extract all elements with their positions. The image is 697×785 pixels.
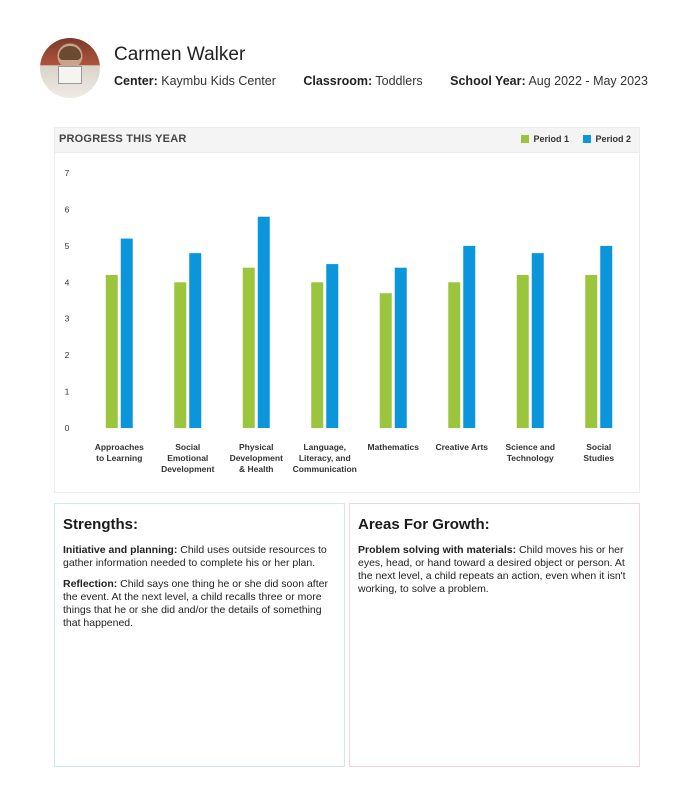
strengths-body	[63, 544, 335, 638]
x-tick-label: Studies	[583, 453, 615, 463]
bar-period-1	[243, 268, 255, 428]
x-tick-label: to Learning	[96, 453, 143, 463]
x-tick-label: Development	[161, 464, 215, 474]
x-tick-label: Development	[229, 453, 283, 463]
bar-period-1	[517, 275, 529, 428]
bar-period-2	[395, 268, 407, 428]
bar-period-1	[585, 275, 597, 428]
growth-title: Areas For Growth:	[358, 516, 490, 533]
avatar-hair	[59, 46, 81, 60]
x-tick-label: Language,	[303, 442, 347, 452]
bar-period-1	[448, 282, 460, 428]
bar-period-2	[258, 217, 270, 428]
student-name: Carmen Walker	[114, 44, 246, 65]
bar-period-2	[463, 246, 475, 428]
x-tick-label: Technology	[506, 453, 554, 463]
strength-text: Child says one thing he or she did soon after the event. At the next level, a child recalls three or more things that he or she did and/or the details of something that happened.	[63, 578, 328, 629]
center-info	[114, 74, 276, 88]
legend-label-period-2: Period 2	[595, 134, 631, 144]
y-tick-label: 1	[64, 386, 70, 397]
growth-text: Child moves his or her eyes, head, or hand toward a desired object or person. At the next level, a child repeats an action, even when it isn't working, to solve a problem.	[358, 544, 626, 595]
chart-header	[55, 128, 639, 153]
bar-period-1	[106, 275, 118, 428]
strength-item	[63, 578, 335, 630]
center-label: Center:	[114, 74, 158, 88]
progress-chart	[55, 128, 639, 492]
growth-body	[358, 544, 630, 604]
legend-swatch-period-2	[583, 135, 591, 143]
center-value: Kaymbu Kids Center	[161, 74, 276, 88]
bar-period-1	[174, 282, 186, 428]
student-header	[40, 38, 660, 100]
y-tick-label: 4	[64, 277, 70, 288]
school-year-value: Aug 2022 - May 2023	[528, 74, 648, 88]
y-tick-label: 0	[64, 423, 70, 433]
strength-item	[63, 544, 335, 570]
strength-label: Reflection:	[63, 578, 118, 590]
school-year-info	[450, 74, 648, 88]
x-tick-label: Mathematics	[367, 442, 419, 452]
bar-period-1	[311, 282, 323, 428]
growth-label: Problem solving with materials:	[358, 544, 517, 556]
bar-period-1	[380, 293, 392, 428]
y-tick-label: 7	[64, 168, 70, 178]
x-tick-label: Emotional	[167, 453, 209, 463]
x-tick-label: & Health	[239, 464, 274, 474]
classroom-info	[303, 74, 422, 88]
bar-period-2	[532, 253, 544, 428]
school-year-label: School Year:	[450, 74, 526, 88]
bar-period-2	[121, 239, 133, 428]
student-avatar	[40, 38, 100, 98]
strengths-title: Strengths:	[63, 516, 138, 533]
legend-label-period-1: Period 1	[533, 134, 569, 144]
legend-swatch-period-1	[521, 135, 529, 143]
bar-period-2	[189, 253, 201, 428]
y-tick-label: 5	[64, 240, 70, 251]
progress-chart-card	[54, 127, 640, 493]
growth-item	[358, 544, 630, 596]
student-meta	[114, 74, 672, 88]
bar-period-2	[600, 246, 612, 428]
strengths-panel	[54, 503, 345, 767]
y-tick-label: 2	[64, 350, 70, 361]
chart-legend	[509, 134, 631, 144]
x-tick-label: Physical	[239, 442, 274, 452]
y-tick-label: 3	[64, 313, 70, 324]
classroom-value: Toddlers	[375, 74, 423, 88]
x-tick-label: Creative Arts	[435, 442, 489, 452]
classroom-label: Classroom:	[303, 74, 373, 88]
growth-panel	[349, 503, 640, 767]
chart-title: PROGRESS THIS YEAR	[59, 133, 187, 145]
bar-period-2	[326, 264, 338, 428]
y-tick-label: 6	[64, 204, 70, 215]
strength-text: Child uses outside resources to gather information needed to complete his or her plan.	[63, 544, 327, 569]
x-tick-label: Social	[586, 442, 612, 452]
x-tick-label: Science and	[505, 442, 556, 452]
x-tick-label: Communication	[292, 464, 357, 474]
x-tick-label: Approaches	[94, 442, 144, 452]
x-tick-label: Literacy, and	[298, 453, 351, 463]
x-tick-label: Social	[175, 442, 201, 452]
strength-label: Initiative and planning:	[63, 544, 178, 556]
avatar-card	[58, 66, 82, 84]
